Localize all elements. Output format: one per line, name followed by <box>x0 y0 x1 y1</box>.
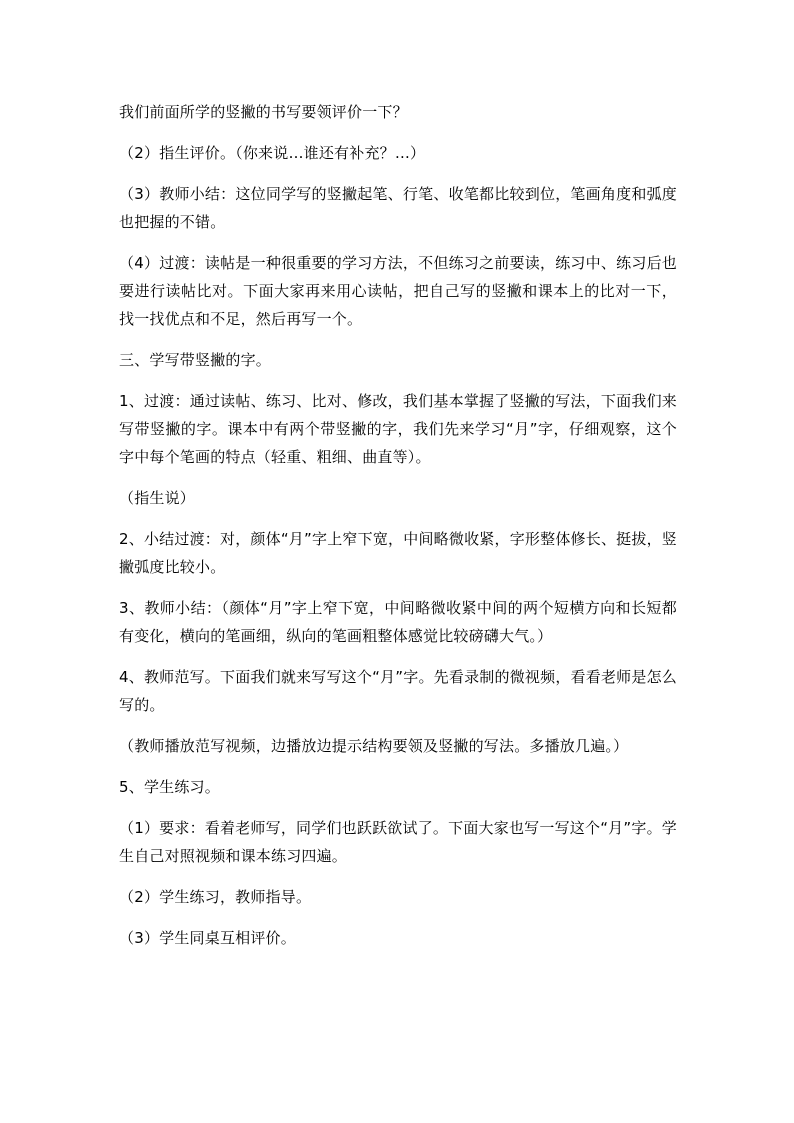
paragraph-step-2-student-evaluation: （2）指生评价。（你来说…谁还有补充？…） <box>119 144 426 162</box>
paragraph-video-note: （教师播放范写视频，边播放边提示结构要领及竖撇的写法。多播放几遍。） <box>119 737 629 755</box>
paragraph-step-3-teacher-summary: （3）教师小结：这位同学写的竖撇起笔、行笔、收笔都比较到位，笔画角度和弧度也把握的不错。 <box>119 185 677 231</box>
paragraph-item-1-transition: 1、过渡：通过读帖、练习、比对、修改，我们基本掌握了竖撇的写法，下面我们来写带竖撇的字。课本中有两个带竖撇的字，我们先来学习“月”字，仔细观察，这个字中每个笔画的特点（轻重、粗细、曲直等）。 <box>119 392 677 466</box>
paragraph-evaluate-prompt: 我们前面所学的竖撇的书写要领评价一下？ <box>119 103 408 121</box>
paragraph-student-speaks: （指生说） <box>119 489 196 507</box>
paragraph-step-4-transition: （4）过渡：读帖是一种很重要的学习方法，不但练习之前要读，练习中、练习后也要进行读帖比对。下面大家再来用心读帖，把自己写的竖撇和课本上的比对一下，找一找优点和不足，然后再写一个。 <box>119 254 677 328</box>
paragraph-item-2-summary: 2、小结过渡：对，颜体“月”字上窄下宽，中间略微收紧，字形整体修长、挺拔，竖撇弧度比较小。 <box>119 530 677 576</box>
document-body <box>119 98 677 965</box>
section-heading-3: 三、学写带竖撇的字。 <box>119 351 272 369</box>
paragraph-practice-guidance: （2）学生练习，教师指导。 <box>119 888 312 906</box>
paragraph-item-3-teacher-summary: 3、教师小结：（颜体“月”字上窄下宽，中间略微收紧中间的两个短横方向和长短都有变化，横向的笔画细，纵向的笔画粗整体感觉比较磅礴大气。） <box>119 599 677 645</box>
paragraph-practice-requirement: （1）要求：看着老师写，同学们也跃跃欲试了。下面大家也写一写这个“月”字。学生自己对照视频和课本练习四遍。 <box>119 819 677 865</box>
paragraph-item-4-demonstration: 4、教师范写。下面我们就来写写这个“月”字。先看录制的微视频，看看老师是怎么写的。 <box>119 668 677 714</box>
paragraph-item-5-practice: 5、学生练习。 <box>119 778 220 796</box>
paragraph-peer-evaluation: （3）学生同桌互相评价。 <box>119 929 296 947</box>
